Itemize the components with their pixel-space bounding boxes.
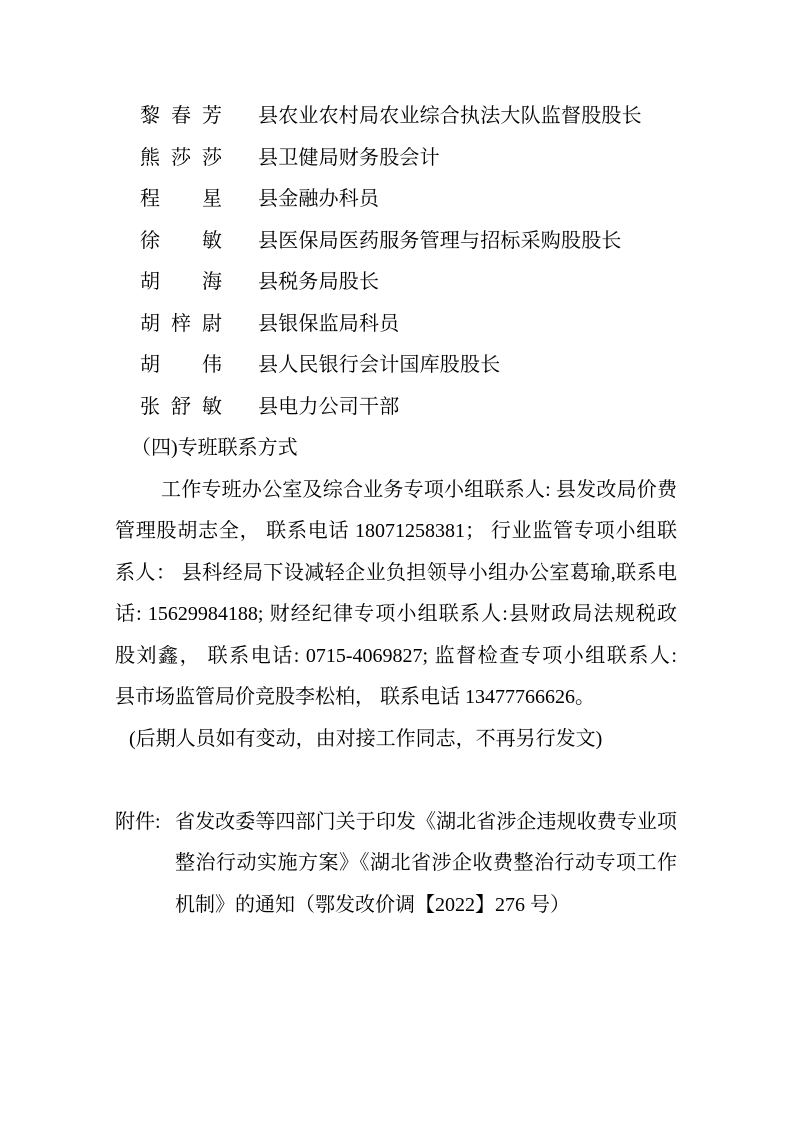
- person-name: 程 星: [140, 188, 233, 210]
- roster-row: [115, 345, 677, 387]
- person-name: 熊莎莎: [140, 146, 233, 169]
- attachment-row: [115, 843, 677, 885]
- attachment-line: 省发改委等四部门关于印发《湖北省涉企违规收费专业项: [175, 810, 677, 833]
- roster-row: [115, 262, 677, 304]
- roster-row: [115, 96, 677, 138]
- contact-paragraph: [115, 470, 677, 719]
- contact-paragraph-line: 系人： 县科经局下设减轻企业负担领导小组办公室葛瑜,联系电: [115, 561, 677, 584]
- attachment-line: 机制》的通知（鄂发改价调【2022】276 号）: [175, 893, 570, 916]
- attachment-block: [115, 802, 677, 927]
- note-line: (后期人员如有变动，由对接工作同志，不再另行发文): [129, 727, 603, 750]
- document-content: [115, 96, 677, 926]
- person-name: 徐 敏: [140, 229, 233, 252]
- person-name: 张舒敏: [140, 395, 233, 418]
- person-title: 县农业农村局农业综合执法大队监督股股长: [258, 105, 642, 127]
- person-name: 胡梓尉: [140, 312, 233, 335]
- roster-row: [115, 138, 677, 180]
- section-heading: （四)专班联系方式: [131, 437, 298, 459]
- roster-row: [115, 304, 677, 346]
- person-title: 县医保局医药服务管理与招标采购股股长: [258, 229, 622, 252]
- contact-paragraph-line: 股刘鑫， 联系电话: 0715-4069827; 监督检查专项小组联系人:: [115, 644, 677, 667]
- contact-paragraph-line: 工作专班办公室及综合业务专项小组联系人: 县发改局价费: [161, 478, 677, 501]
- person-name: 胡 海: [140, 271, 233, 293]
- person-name: 胡 伟: [140, 354, 233, 376]
- attachment-row: [115, 885, 677, 927]
- person-title: 县电力公司干部: [258, 395, 400, 418]
- person-title: 县税务局股长: [258, 271, 380, 293]
- blank-line: [115, 760, 677, 802]
- contact-paragraph-line: 县市场监管局价竞股李松柏， 联系电话 13477766626。: [115, 686, 595, 708]
- personnel-roster: [115, 96, 677, 428]
- roster-row: [115, 387, 677, 429]
- contact-paragraph-line: 话: 15629984188; 财经纪律专项小组联系人:县财政局法规税政: [115, 603, 677, 625]
- person-title: 县银保监局科员: [258, 312, 400, 335]
- attachment-label: 附件:: [115, 810, 161, 833]
- person-title: 县人民银行会计国库股股长: [258, 354, 501, 376]
- person-name: 黎春芳: [140, 105, 233, 127]
- person-title: 县金融办科员: [258, 188, 380, 210]
- person-title: 县卫健局财务股会计: [258, 146, 440, 169]
- roster-row: [115, 179, 677, 221]
- attachment-line: 整治行动实施方案》《湖北省涉企收费整治行动专项工作: [175, 852, 677, 874]
- attachment-row: [115, 802, 677, 844]
- roster-row: [115, 221, 677, 263]
- contact-paragraph-line: 管理股胡志全， 联系电话 18071258381； 行业监管专项小组联: [115, 520, 677, 542]
